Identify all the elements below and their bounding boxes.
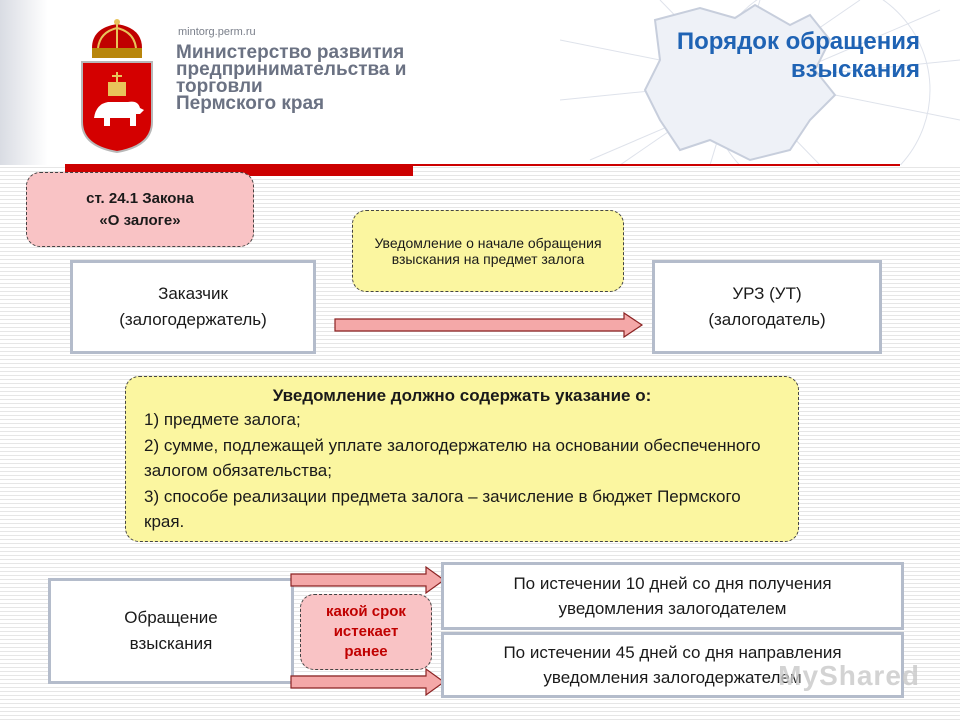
urz-box — [652, 260, 882, 354]
deadline-line-1: какой срок — [326, 603, 406, 620]
notice-content-item-2: 2) сумме, подлежащей уплате залогодержателю на основании обеспеченного залогом обязательства; — [144, 435, 761, 480]
enforcement-line-1: Обращение — [124, 608, 218, 627]
arrow-customer-to-urz — [334, 312, 644, 338]
ministry-name — [176, 44, 476, 112]
arrow-to-option-1 — [290, 566, 446, 594]
header — [0, 0, 960, 165]
notice-content-box — [125, 376, 799, 542]
option-1-line-1: По истечении 10 дней со дня получения — [513, 574, 832, 593]
page-title — [677, 28, 920, 84]
notice-content-item-1: 1) предмете залога; — [144, 410, 301, 429]
notice-start-text: Уведомление о начале обращения взыскания на предмет залога — [374, 235, 602, 267]
deadline-line-2: истекает — [333, 623, 399, 640]
law-reference-line-2: «О залоге» — [99, 211, 181, 229]
customer-title: Заказчик — [158, 284, 228, 303]
arrow-to-option-2 — [290, 668, 446, 696]
watermark: MyShared — [778, 660, 920, 691]
notice-content-item-3: 3) способе реализации предмета залога – зачисление в бюджет Пермского края. — [144, 486, 741, 531]
law-reference-line-1: ст. 24.1 Закона — [86, 189, 194, 207]
urz-title: УРЗ (УТ) — [732, 284, 802, 303]
deadline-question-box — [300, 594, 432, 670]
law-reference-box — [26, 172, 254, 247]
enforcement-line-2: взыскания — [129, 634, 213, 653]
option-1-line-2: уведомления залогодателем — [558, 599, 787, 618]
option-2-line-2: уведомления залогодержателем — [543, 668, 802, 687]
enforcement-box — [48, 578, 294, 684]
header-gradient — [0, 0, 48, 165]
customer-box — [70, 260, 316, 354]
deadline-line-3: ранее — [344, 643, 388, 660]
page-title-line-1: Порядок обращения — [676, 28, 920, 55]
notice-start-box — [352, 210, 624, 292]
urz-role: (залогодатель) — [708, 310, 826, 329]
ministry-line-2: предпринимательства и — [176, 59, 407, 80]
page-title-line-2: взыскания — [790, 56, 920, 83]
coat-of-arms-icon — [78, 18, 156, 154]
notice-content-heading: Уведомление должно содержать указание о: — [272, 386, 652, 405]
option-2-line-1: По истечении 45 дней со дня направления — [503, 643, 842, 662]
red-divider-line — [413, 164, 900, 166]
ministry-line-1: Министерство развития — [176, 42, 405, 63]
site-url[interactable]: mintorg.perm.ru — [178, 26, 256, 38]
ministry-line-4: Пермского края — [176, 93, 325, 114]
customer-role: (залогодержатель) — [119, 310, 267, 329]
option-10-days-box — [441, 562, 904, 630]
ministry-line-3: торговли — [176, 76, 263, 97]
